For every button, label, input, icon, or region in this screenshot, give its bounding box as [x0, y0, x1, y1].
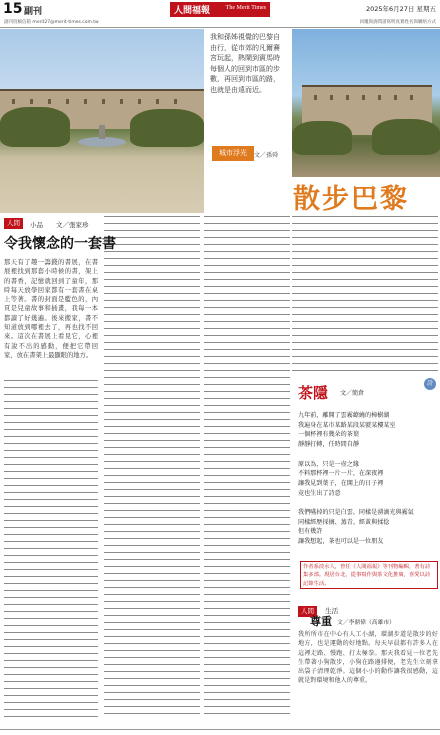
feature-body-text	[292, 216, 438, 376]
masthead-subline-left: 副刊投稿信箱 merit27@merit-times.com.tw	[4, 20, 99, 25]
column-stamp: 城市浮光	[212, 146, 254, 161]
article-body: 那天有了趣一籌錢的書展，在書展裡找到那套小時候的書，架上的書香，記憶就回到了童年，那時每天放學回家都有一套書在桌上等著。書的封面是藍色的，內頁是兒童故事和插畫，我每一本都讀了好幾遍。後來搬家，書不知道放到哪裡去了，再也找不回來。這次在書展上看見它，心裡有說不出的感動，便把它帶回家，放在書架上最顯眼的地方。	[4, 259, 98, 359]
poem-title: 茶隱	[298, 384, 329, 402]
poem-author: 文／簡倉	[340, 390, 365, 397]
issue-date: 2025年6月27日 星期五	[365, 5, 436, 13]
section-badge: 人間	[298, 606, 317, 617]
logo-english: The Merit Times	[225, 5, 266, 11]
feature-lead: 我和孫姊視覺的巴黎自由行，從市郊的凡爾賽宮玩起，熱鬧到賓馬時每個人的回到市區的步數，再回到市區的路，也就是由遠而近。	[210, 33, 280, 94]
tree	[130, 109, 204, 147]
paris-plaza-photo	[0, 29, 204, 213]
feature-body-text	[204, 216, 290, 726]
respect-body: 我所所市在中心有人工小湖，環湖步道是散步的好地方，也是運動的好地點。每天早晨都有許多人在這裡走路、慢跑、打太極拳。那天我看見一位老先生帶著小狗散步，小狗在路邊排便，老先生立刻拿出袋子清理乾淨。這個小小的動作讓我很感動，這就是對環境和他人的尊重。	[298, 631, 438, 685]
respect-author: 文／李鼎偉（高雄市）	[337, 620, 395, 626]
poem-body: 九年前，離開了雲霧繚繞的樟樹湖 我遍身在某市某路某段某號某樓某室 一個杯裡有幾朵的茶葉 靜靜打轉，任時間自靜 原以為，只是一壺之緣 不料那杯裡一片一片，在深夜裡 讓我見到葉子，在開上的日子裡 竟也生出了詩意 我們嚥掉的只是白雲，同樣是湧滴光與霧氣 同樣經歷採摘、蒸青、經黃與揉捻 但有幾許 讓我想起，茶也可以是一位朋友	[298, 412, 414, 546]
tree	[0, 107, 70, 147]
section-label: 生活	[325, 607, 339, 615]
section-name: 副刊	[24, 7, 43, 17]
feature-byline: 文／孫舜	[254, 152, 279, 159]
tree	[292, 121, 352, 155]
paris-building-photo	[292, 29, 440, 177]
feature-title: 散步巴黎	[293, 184, 409, 215]
fountain-column	[99, 125, 105, 139]
masthead	[0, 0, 440, 28]
author-note: 作者系淡水人，曾任《人間福報》等刊物編輯，著有詩集多部。現居台北，從事寫作與茶文化推廣，喜愛以詩記錄生活。	[300, 561, 438, 589]
article-byline: 文／張家珍	[56, 221, 89, 229]
logo-chinese: 人間福報	[174, 6, 211, 16]
bottom-rule	[0, 729, 440, 730]
section-badge: 人間	[4, 218, 23, 229]
tree	[372, 119, 440, 155]
feature-body-text	[104, 216, 200, 726]
article-title: 令我懷念的一套書	[4, 236, 116, 252]
respect-title: 尊重	[310, 615, 332, 628]
section-label: 小品	[30, 221, 43, 229]
masthead-subline-right: 回覆與詢問請寫明真實姓名與聯絡方式	[359, 20, 436, 25]
page-number: 15	[3, 1, 23, 17]
poem-badge: 詩	[424, 378, 436, 390]
article-body-text	[4, 380, 98, 726]
newspaper-logo	[170, 2, 270, 17]
